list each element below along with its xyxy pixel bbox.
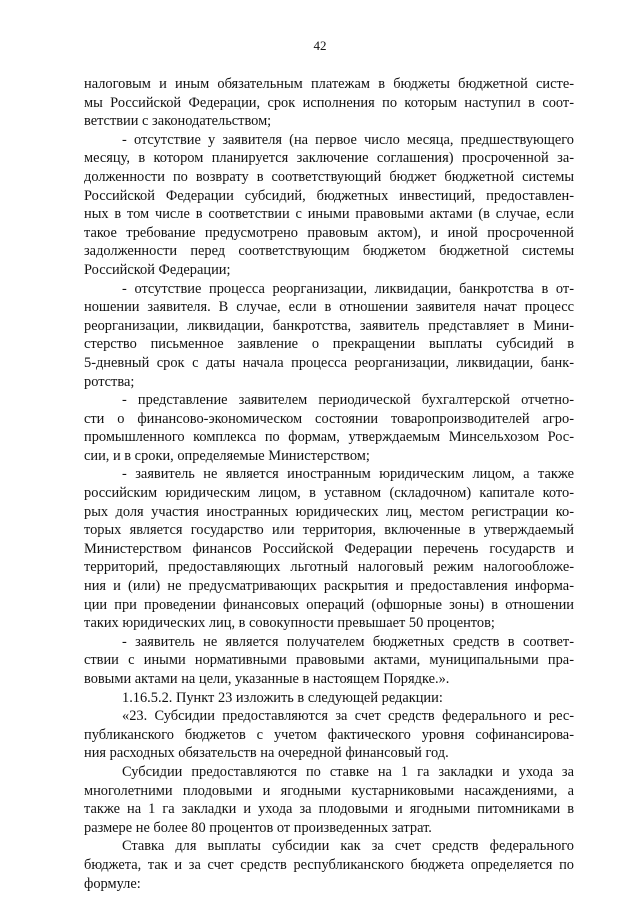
text-line: публиканского бюджетов с учетом фактического уровня софинансирова-	[84, 726, 574, 743]
text-line: также на 1 га закладки и ухода за плодовыми и ягодными питомниками в	[84, 801, 574, 818]
body-text	[84, 75, 574, 893]
text-line: ствии с иными нормативными правовыми актами, муниципальными пра-	[84, 652, 574, 669]
text-line: торых является государство или территория, включенные в утверждаемый	[84, 522, 574, 539]
text-line: ветствии с законодательством;	[84, 113, 272, 130]
text-line: Субсидии предоставляются по ставке на 1 га закладки и ухода за	[122, 763, 574, 780]
text-line: Российской Федерации субсидий, бюджетных инвестиций, предоставлен-	[84, 187, 574, 204]
text-line: таких юридических лиц, в совокупности превышает 50 процентов;	[84, 615, 495, 632]
text-line: месяцу, в котором планируется заключение соглашения) просроченной за-	[84, 150, 574, 167]
text-line: 1.16.5.2. Пункт 23 изложить в следующей редакции:	[122, 689, 443, 706]
text-line: территорий, предоставляющих льготный налоговый режим налогообложе-	[84, 559, 574, 576]
text-line: формуле:	[84, 875, 141, 892]
text-line: - отсутствие у заявителя (на первое число месяца, предшествующего	[122, 131, 574, 148]
text-line: - заявитель не является получателем бюджетных средств в соответ-	[122, 633, 574, 650]
text-line: налоговым и иным обязательным платежам в бюджеты бюджетной систе-	[84, 76, 574, 92]
text-line: сти о финансово-экономическом состоянии товаропроизводителей агро-	[84, 410, 574, 427]
text-line: ных в том числе в соответствии с иными правовыми актами (в случае, если	[84, 206, 574, 223]
text-line: Российской Федерации;	[84, 261, 231, 278]
text-line: рых доля участия иностранных юридических лиц, местом регистрации ко-	[84, 503, 574, 520]
text-line: многолетними плодовыми и ягодными кустарниковыми насаждениями, а	[84, 782, 574, 799]
text-line: мы Российской Федерации, срок исполнения по которым наступил в соот-	[84, 94, 574, 111]
text-line: - отсутствие процесса реорганизации, ликвидации, банкротства в от-	[122, 280, 574, 297]
text-line: долженности по возврату в соответствующий бюджет бюджетной системы	[84, 168, 574, 185]
text-line: стерство письменное заявление о прекращении выплаты субсидий в	[84, 336, 574, 353]
text-line: ношении заявителя. В случае, если в отношении заявителя начат процесс	[84, 299, 574, 316]
text-line: ротства;	[84, 373, 135, 390]
text-line: ции при проведении финансовых операций (офшорные зоны) в отношении	[84, 596, 574, 613]
text-line: «23. Субсидии предоставляются за счет средств федерального и рес-	[122, 708, 574, 725]
text-line: Министерством финансов Российской Федерации перечень государств и	[84, 540, 574, 557]
page-number: 42	[313, 38, 327, 53]
text-line: российским юридическим лицом, в уставном (складочном) капитале кото-	[84, 485, 574, 502]
text-line: задолженности перед соответствующим бюджетом бюджетной системы	[84, 243, 574, 260]
text-line: 5-дневный срок с даты начала процесса реорганизации, ликвидации, банк-	[84, 354, 574, 371]
text-line: реорганизации, ликвидации, банкротства, заявитель представляет в Мини-	[84, 317, 574, 334]
text-line: ния расходных обязательств на очередной финансовый год.	[84, 745, 449, 762]
text-line: ния и (или) не предусматривающих раскрытия и предоставления информа-	[84, 578, 574, 595]
text-line: - заявитель не является иностранным юридическим лицом, а также	[122, 466, 574, 483]
text-line: вовыми актами на цели, указанные в настоящем Порядке.».	[84, 671, 450, 687]
text-line: бюджета, так и за счет средств республиканского бюджета определяется по	[84, 856, 574, 873]
text-line: - представление заявителем периодической бухгалтерской отчетно-	[122, 392, 574, 409]
text-line: размере не более 80 процентов от произведенных затрат.	[84, 819, 432, 836]
text-line: сии, и в сроки, определяемые Министерством;	[84, 447, 370, 464]
text-line: такое требование предусмотрено правовым актом), и иной просроченной	[84, 224, 574, 241]
text-line: промышленного комплекса по формам, утверждаемым Минсельхозом Рос-	[84, 429, 574, 446]
text-line: Ставка для выплаты субсидии как за счет средств федерального	[122, 838, 574, 855]
